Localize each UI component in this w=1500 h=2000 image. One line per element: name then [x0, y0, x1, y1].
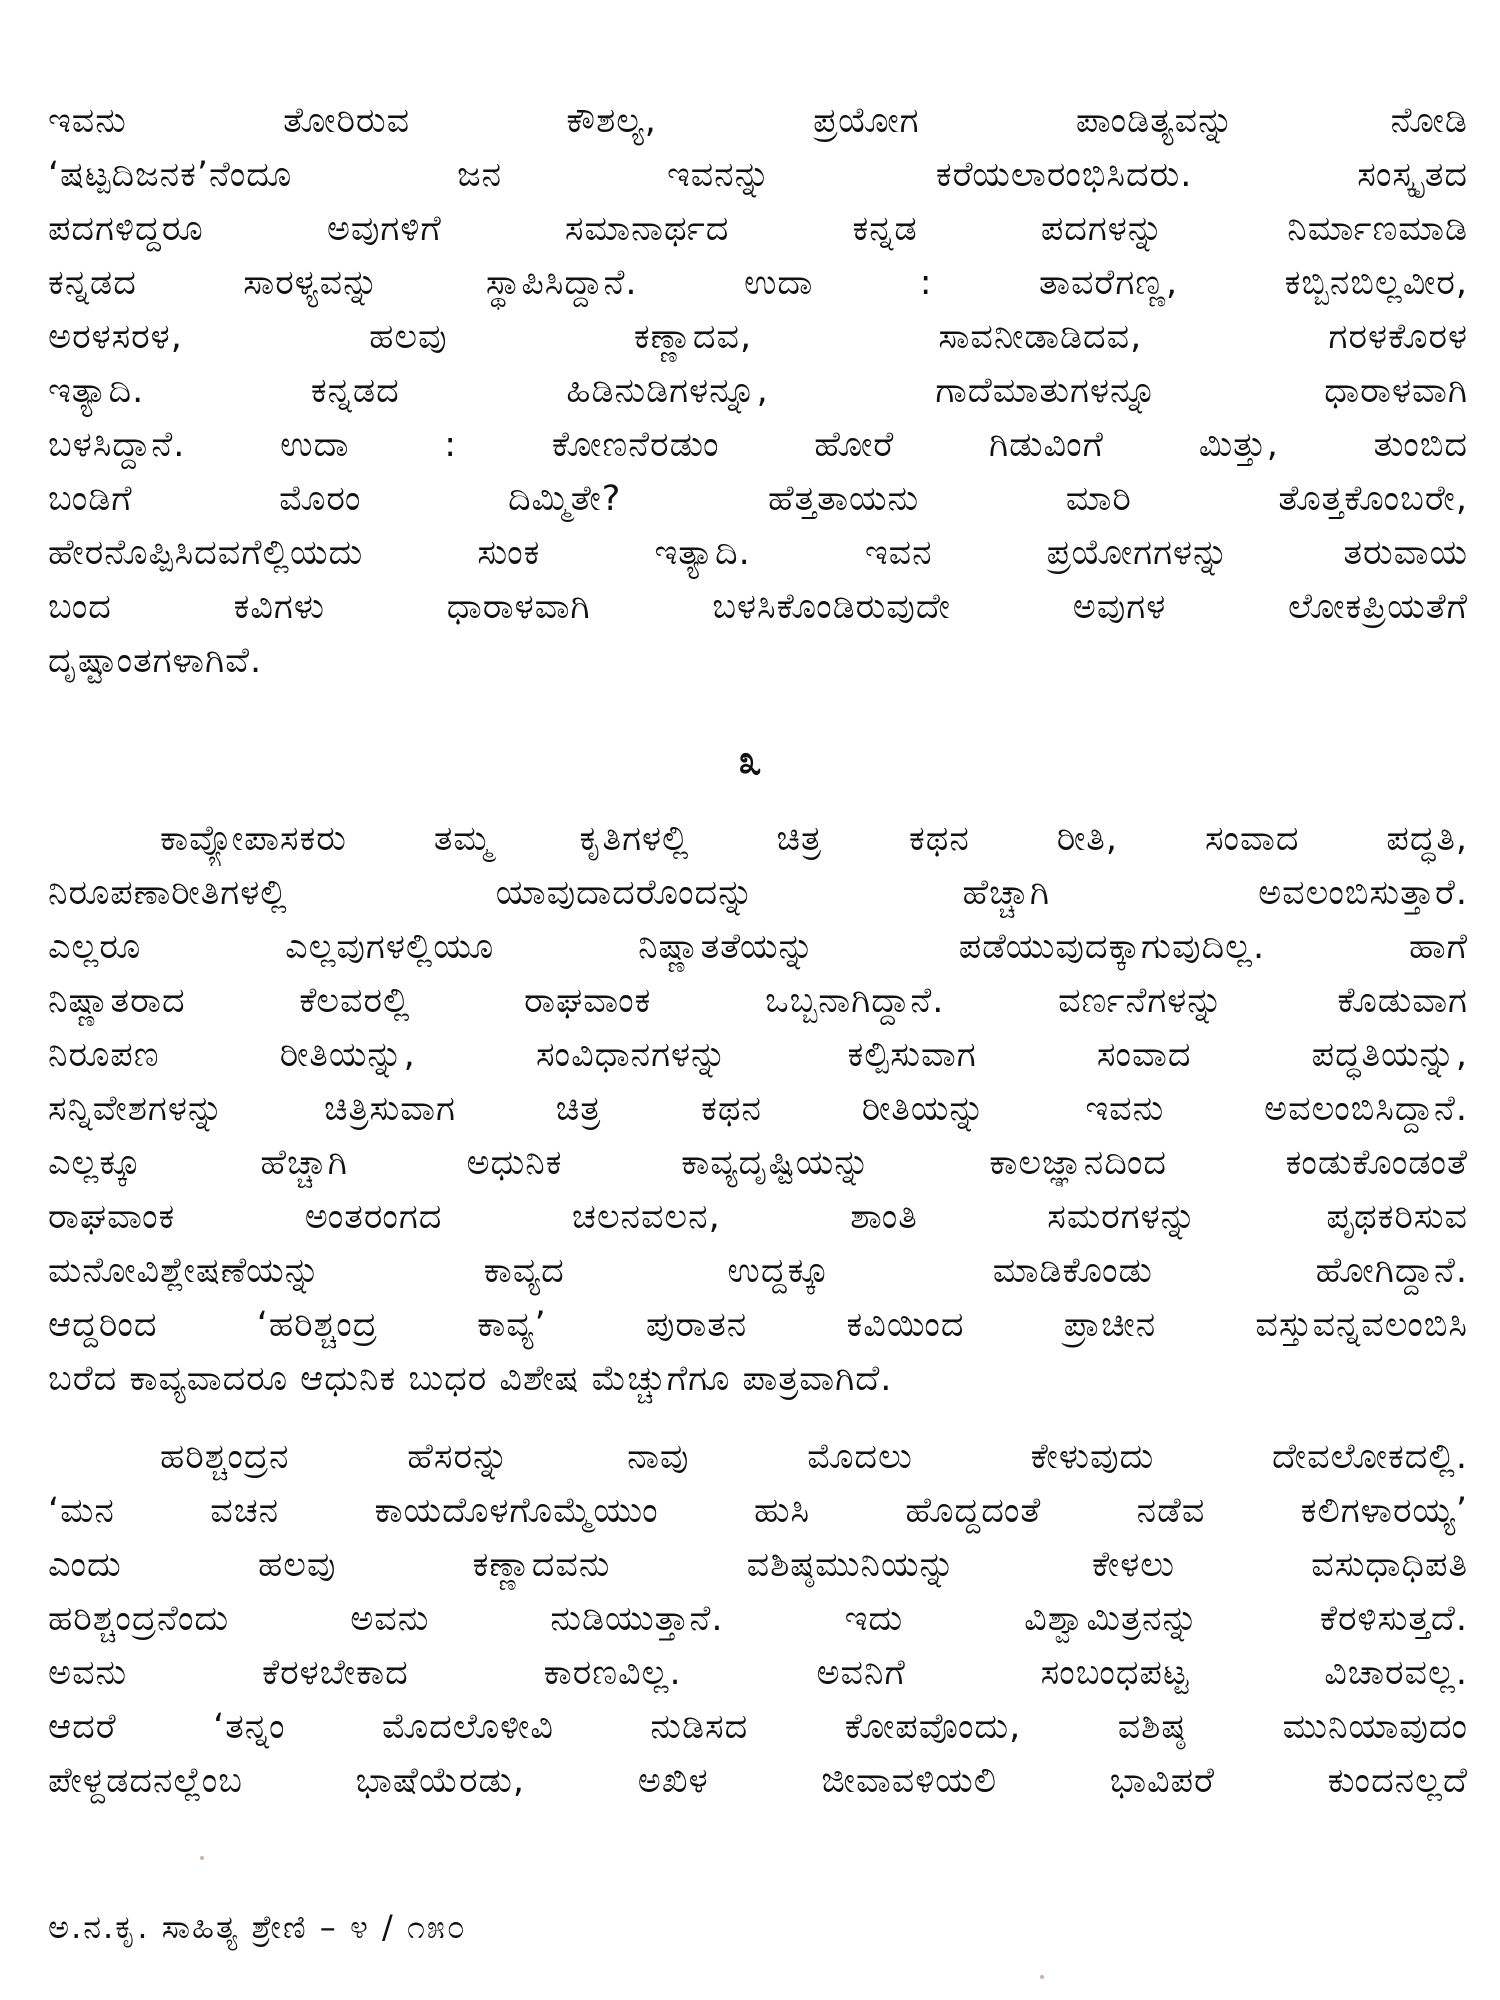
text-line: ಇತ್ಯಾದಿ. ಕನ್ನಡದ ಹಿಡಿನುಡಿಗಳನ್ನೂ, ಗಾದೆಮಾತುಗಳನ್ನೂ ಧಾರಾಳವಾಗಿ: [48, 371, 1468, 411]
text-line: ಕಾವ್ಯೋಪಾಸಕರು ತಮ್ಮ ಕೃತಿಗಳಲ್ಲಿ ಚಿತ್ರ ಕಥನ ರೀತಿ, ಸಂವಾದ ಪದ್ಧತಿ,: [160, 819, 1468, 859]
text-line: ಮನೋವಿಶ್ಲೇಷಣೆಯನ್ನು ಕಾವ್ಯದ ಉದ್ದಕ್ಕೂ ಮಾಡಿಕೊಂಡು ಹೋಗಿದ್ದಾನೆ.: [48, 1251, 1468, 1291]
text-line: ಬಂದ ಕವಿಗಳು ಧಾರಾಳವಾಗಿ ಬಳಸಿಕೊಂಡಿರುವುದೇ ಅವುಗಳ ಲೋಕಪ್ರಿಯತೆಗೆ: [48, 587, 1468, 627]
print-speck: [1040, 1975, 1044, 1979]
text-line: ಹರಿಶ್ಚಂದ್ರನ ಹೆಸರನ್ನು ನಾವು ಮೊದಲು ಕೇಳುವುದು ದೇವಲೋಕದಲ್ಲಿ.: [160, 1437, 1468, 1477]
text-line: ಹೇರನೊಪ್ಪಿಸಿದವಗೆಲ್ಲಿಯದು ಸುಂಕ ಇತ್ಯಾದಿ. ಇವನ ಪ್ರಯೋಗಗಳನ್ನು ತರುವಾಯ: [48, 533, 1468, 573]
print-speck: [200, 1856, 204, 1860]
text-line: ಎಂದು ಹಲವು ಕಣ್ಣಾದವನು ವಶಿಷ್ಠಮುನಿಯನ್ನು ಕೇಳಲು ವಸುಧಾಧಿಪತಿ: [48, 1545, 1468, 1585]
text-line: ನಿರೂಪಣಾರೀತಿಗಳಲ್ಲಿ ಯಾವುದಾದರೊಂದನ್ನು ಹೆಚ್ಚಾಗಿ ಅವಲಂಬಿಸುತ್ತಾರೆ.: [48, 873, 1468, 913]
text-line: ಎಲ್ಲಕ್ಕೂ ಹೆಚ್ಚಾಗಿ ಅಧುನಿಕ ಕಾವ್ಯದೃಷ್ಟಿಯನ್ನು ಕಾಲಜ್ಞಾನದಿಂದ ಕಂಡುಕೊಂಡಂತೆ: [48, 1143, 1468, 1183]
text-line: ಹರಿಶ್ಚಂದ್ರನೆಂದು ಅವನು ನುಡಿಯುತ್ತಾನೆ. ಇದು ವಿಶ್ವಾಮಿತ್ರನನ್ನು ಕೆರಳಿಸುತ್ತದೆ.: [48, 1599, 1468, 1639]
section-number: ೩: [738, 735, 762, 784]
text-line: ಕನ್ನಡದ ಸಾರಳ್ಯವನ್ನು ಸ್ಥಾಪಿಸಿದ್ದಾನೆ. ಉದಾ : ತಾವರೆಗಣ್ಣ, ಕಬ್ಬಿನಬಿಲ್ಲವೀರ,: [48, 263, 1468, 303]
text-line: ನಿಷ್ಣಾತರಾದ ಕೆಲವರಲ್ಲಿ ರಾಘವಾಂಕ ಒಬ್ಬನಾಗಿದ್ದಾನೆ. ವರ್ಣನೆಗಳನ್ನು ಕೊಡುವಾಗ: [48, 981, 1468, 1021]
text-line: ಬರೆದ ಕಾವ್ಯವಾದರೂ ಆಧುನಿಕ ಬುಧರ ವಿಶೇಷ ಮೆಚ್ಚುಗೆಗೂ ಪಾತ್ರವಾಗಿದೆ.: [48, 1359, 893, 1399]
text-line: ರಾಘವಾಂಕ ಅಂತರಂಗದ ಚಲನವಲನ, ಶಾಂತಿ ಸಮರಗಳನ್ನು ಪೃಥಕರಿಸುವ: [48, 1197, 1468, 1237]
text-line: ಆದ್ದರಿಂದ ‘ಹರಿಶ್ಚಂದ್ರ ಕಾವ್ಯ’ ಪುರಾತನ ಕವಿಯಿಂದ ಪ್ರಾಚೀನ ವಸ್ತುವನ್ನವಲಂಬಿಸಿ: [48, 1305, 1468, 1345]
text-line: ‘ಷಟ್ಪದಿಜನಕ’ನೆಂದೂ ಜನ ಇವನನ್ನು ಕರೆಯಲಾರಂಭಿಸಿದರು. ಸಂಸ್ಕೃತದ: [48, 155, 1468, 195]
text-line: ಪೇಳ್ದಡದನಲ್ಲೆಂಬ ಭಾಷೆಯೆರಡು, ಅಖಿಳ ಜೀವಾವಳಿಯಲಿ ಭಾವಿಪರೆ ಕುಂದನಲ್ಲದೆ: [48, 1761, 1468, 1801]
text-line: ನಿರೂಪಣ ರೀತಿಯನ್ನು, ಸಂವಿಧಾನಗಳನ್ನು ಕಲ್ಪಿಸುವಾಗ ಸಂವಾದ ಪದ್ಧತಿಯನ್ನು,: [48, 1035, 1468, 1075]
text-line: ಇವನು ತೋರಿರುವ ಕೌಶಲ್ಯ, ಪ್ರಯೋಗ ಪಾಂಡಿತ್ಯವನ್ನು ನೋಡಿ: [48, 101, 1468, 141]
page-footer: ಅ.ನ.ಕೃ. ಸಾಹಿತ್ಯ ಶ್ರೇಣಿ – ೪ / ೧೫೦: [48, 1908, 467, 1946]
text-line: ಅವನು ಕೆರಳಬೇಕಾದ ಕಾರಣವಿಲ್ಲ. ಅವನಿಗೆ ಸಂಬಂಧಪಟ್ಟ ವಿಚಾರವಲ್ಲ.: [48, 1653, 1468, 1693]
text-line: ಎಲ್ಲರೂ ಎಲ್ಲವುಗಳಲ್ಲಿಯೂ ನಿಷ್ಣಾತತೆಯನ್ನು ಪಡೆಯುವುದಕ್ಕಾಗುವುದಿಲ್ಲ. ಹಾಗೆ: [48, 927, 1468, 967]
text-line: ಆದರೆ ‘ತನ್ನಂ ಮೊದಲೊಳೀವಿ ನುಡಿಸದ ಕೋಪವೊಂದು, ವಶಿಷ್ಠ ಮುನಿಯಾವುದಂ: [48, 1707, 1468, 1747]
text-line: ಪದಗಳಿದ್ದರೂ ಅವುಗಳಿಗೆ ಸಮಾನಾರ್ಥದ ಕನ್ನಡ ಪದಗಳನ್ನು ನಿರ್ಮಾಣಮಾಡಿ: [48, 209, 1468, 249]
text-line: ‘ಮನ ವಚನ ಕಾಯದೊಳಗೊಮ್ಮೆಯುಂ ಹುಸಿ ಹೊದ್ದದಂತೆ ನಡೆವ ಕಲಿಗಳಾರಯ್ಯ’: [48, 1491, 1468, 1531]
text-line: ಸನ್ನಿವೇಶಗಳನ್ನು ಚಿತ್ರಿಸುವಾಗ ಚಿತ್ರ ಕಥನ ರೀತಿಯನ್ನು ಇವನು ಅವಲಂಬಿಸಿದ್ದಾನೆ.: [48, 1089, 1468, 1129]
text-line: ಅರಳಸರಳ, ಹಲವು ಕಣ್ಣಾದವ, ಸಾವನೀಡಾಡಿದವ, ಗರಳಕೊರಳ: [48, 317, 1468, 357]
text-line: ಬಳಸಿದ್ದಾನೆ. ಉದಾ : ಕೋಣನೆರಡುಂ ಹೋರೆ ಗಿಡುವಿಂಗೆ ಮಿತ್ತು, ತುಂಬಿದ: [48, 425, 1468, 465]
text-line: ಬಂಡಿಗೆ ಮೊರಂ ದಿಮ್ಮಿತೇ? ಹೆತ್ತತಾಯನು ಮಾರಿ ತೊತ್ತಕೊಂಬರೇ,: [48, 479, 1468, 519]
text-line: ದೃಷ್ಟಾಂತಗಳಾಗಿವೆ.: [48, 641, 263, 681]
